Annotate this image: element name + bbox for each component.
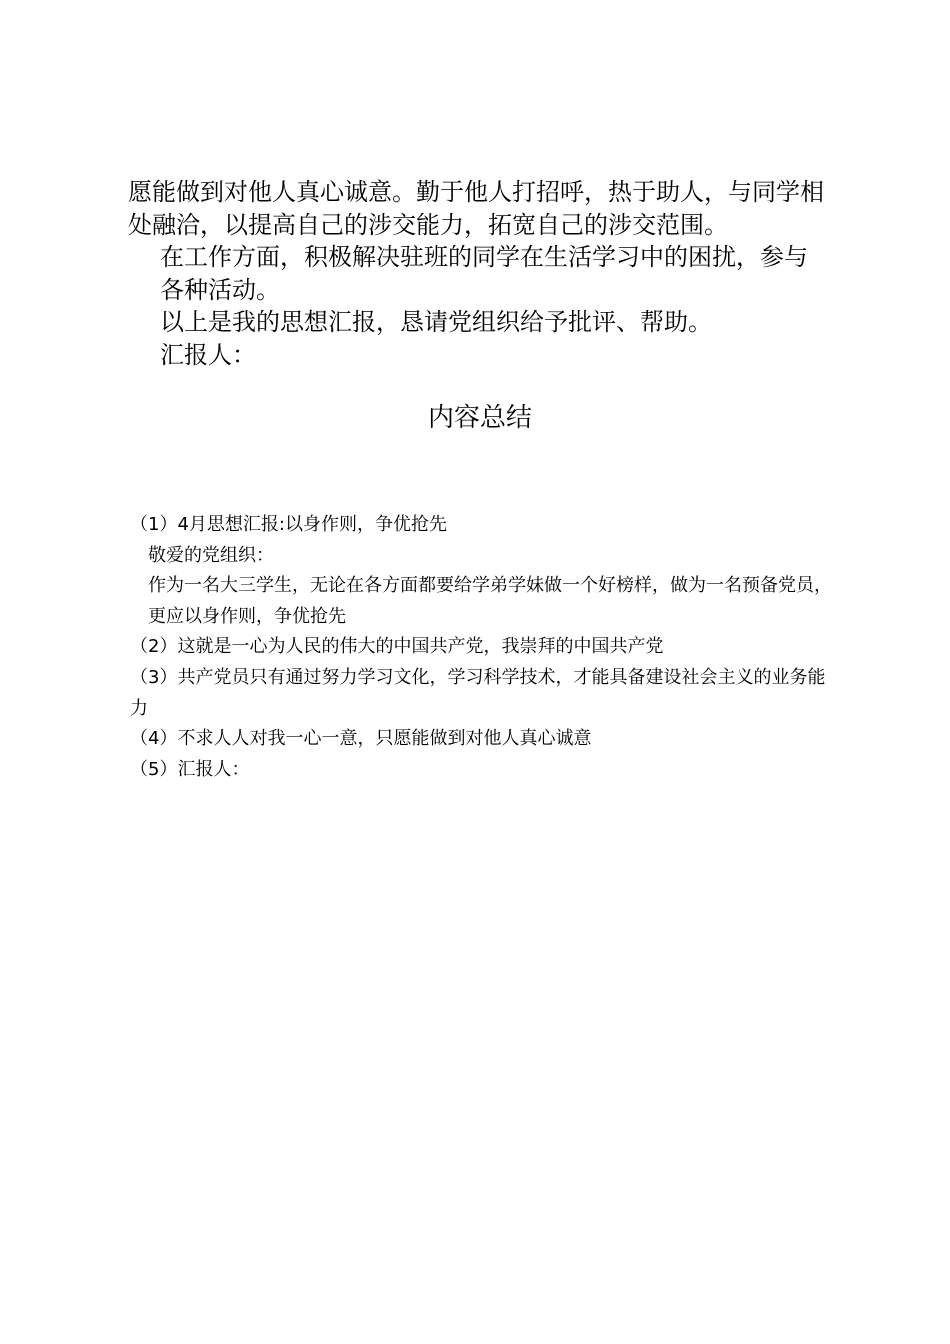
body-paragraph-3: 以上是我的思想汇报，恳请党组织给予批评、帮助。 [160,308,712,336]
body-paragraph-2: 在工作方面，积极解决驻班的同学在生活学习中的困扰，参与各种活动。 [160,243,808,304]
summary-item-5: （3）共产党员只有通过努力学习文化，学习科学技术，才能具备建设社会主义的业务能力 [130,666,826,719]
summary-item-3: 作为一名大三学生，无论在各方面都要给学弟学妹做一个好榜样，做为一名预备党员，更应以身作则，争优抢先 [148,575,832,627]
summary-title: 内容总结 [427,403,532,433]
summary-item-7: （5）汇报人： [130,758,250,780]
summary-item-2: 敬爱的党组织： [148,544,274,566]
body-paragraph-4: 汇报人： [160,340,256,369]
summary-item-1: （1）4月思想汇报:以身作则，争优抢先 [130,514,447,535]
summary-list [130,510,836,785]
body-paragraph-1: 愿能做到对他人真心诚意。勤于他人打招呼，热于助人，与同学相处融洽，以提高自己的涉交能力，拓宽自己的涉交范围。 [128,178,824,239]
report-body [128,176,828,371]
summary-item-4: （2）这就是一心为人民的伟大的中国共产党，我崇拜的中国共产党 [130,636,664,658]
summary-item-6: （4）不求人人对我一心一意，只愿能做到对他人真心诚意 [130,728,592,750]
